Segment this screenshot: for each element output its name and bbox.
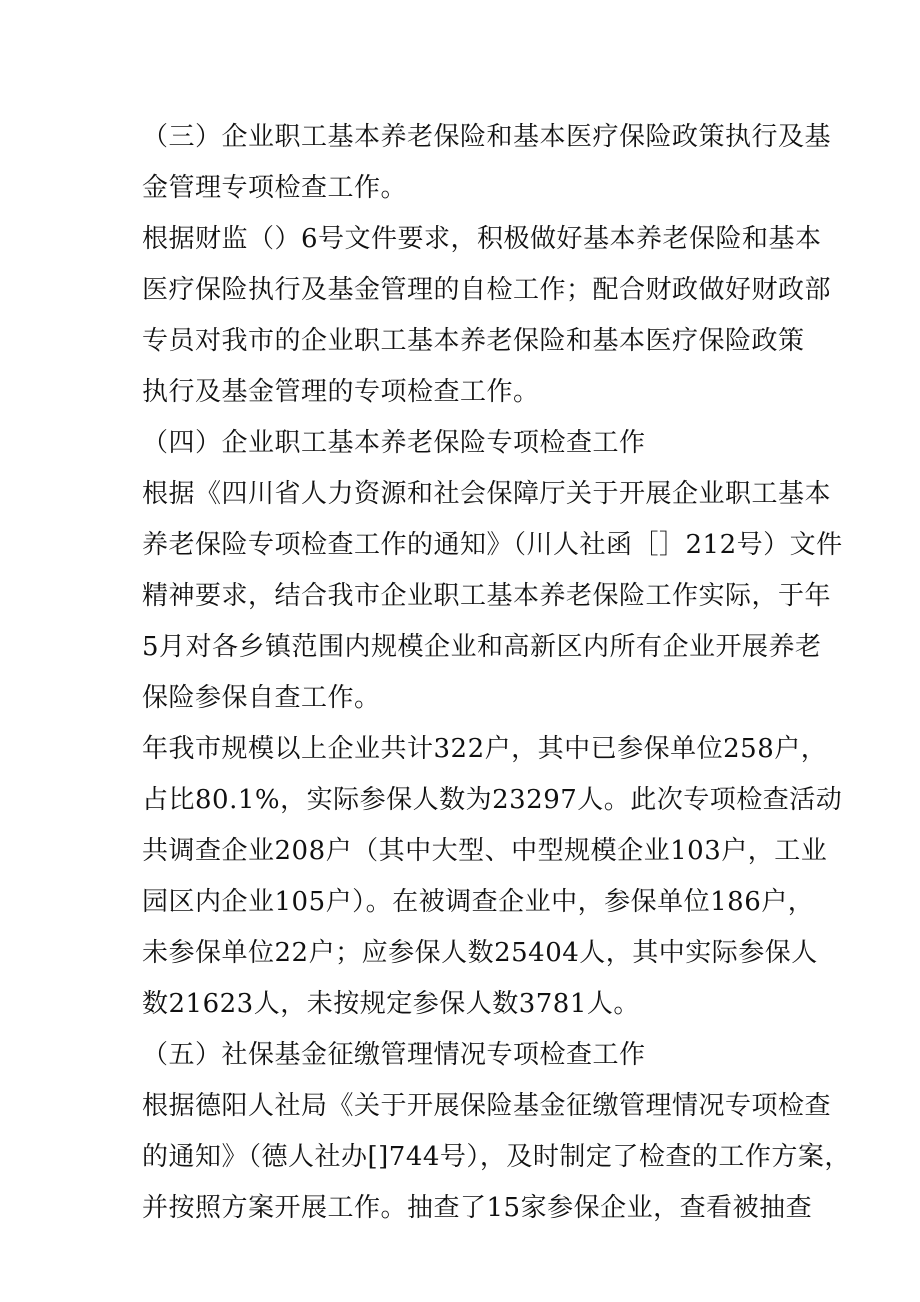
text-line: 根据德阳人社局《关于开展保险基金征缴管理情况专项检查 bbox=[142, 1091, 832, 1121]
text-line: 并按照方案开展工作。抽查了15家参保企业，查看被抽查 bbox=[142, 1193, 813, 1223]
text-line: 未参保单位22户；应参保人数25404人，其中实际参保人 bbox=[142, 938, 818, 968]
text-line: 的通知》（德人社办[]744号），及时制定了检查的工作方案， bbox=[142, 1142, 851, 1172]
text-line: 专员对我市的企业职工基本养老保险和基本医疗保险政策 bbox=[142, 326, 805, 356]
text-line: 数21623人，未按规定参保人数3781人。 bbox=[142, 989, 640, 1019]
text-line: 共调查企业208户（其中大型、中型规模企业103户，工业 bbox=[142, 836, 828, 866]
text-line: 金管理专项检查工作。 bbox=[142, 173, 408, 203]
text-line: 执行及基金管理的专项检查工作。 bbox=[142, 377, 540, 407]
text-line: 年我市规模以上企业共计322户，其中已参保单位258户， bbox=[142, 734, 828, 764]
document-page bbox=[142, 112, 851, 1234]
text-line: 精神要求，结合我市企业职工基本养老保险工作实际，于年 bbox=[142, 581, 832, 611]
text-line: 园区内企业105户）。在被调查企业中，参保单位186户， bbox=[142, 887, 815, 917]
heading-section-3: （三）企业职工基本养老保险和基本医疗保险政策执行及基 bbox=[142, 122, 832, 152]
text-line: 养老保险专项检查工作的通知》（川人社函［］212号）文件 bbox=[142, 530, 843, 560]
text-line: 保险参保自查工作。 bbox=[142, 683, 381, 713]
heading-section-4: （四）企业职工基本养老保险专项检查工作 bbox=[142, 428, 646, 458]
heading-section-5: （五）社保基金征缴管理情况专项检查工作 bbox=[142, 1040, 646, 1070]
text-line: 占比80.1%，实际参保人数为23297人。此次专项检查活动 bbox=[142, 785, 843, 815]
text-line: 根据财监（）6号文件要求，积极做好基本养老保险和基本 bbox=[142, 224, 822, 254]
text-line: 医疗保险执行及基金管理的自检工作；配合财政做好财政部 bbox=[142, 275, 832, 305]
text-line: 5月对各乡镇范围内规模企业和高新区内所有企业开展养老 bbox=[142, 632, 822, 662]
text-line: 根据《四川省人力资源和社会保障厅关于开展企业职工基本 bbox=[142, 479, 832, 509]
